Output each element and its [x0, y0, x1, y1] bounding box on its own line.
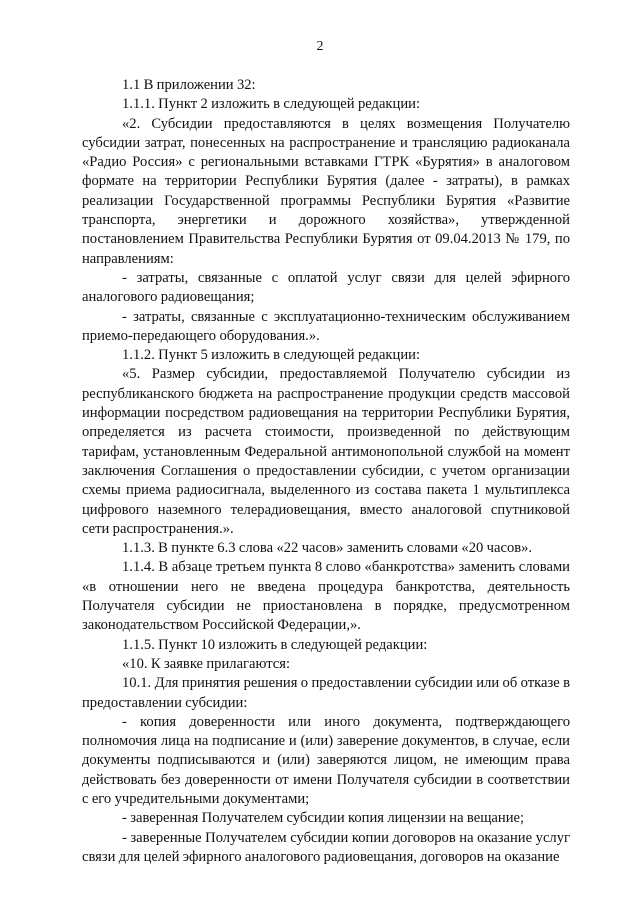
paragraph-clause-2: «2. Субсидии предоставляются в целях возмещения Получателю субсидии затрат, понесенных на распространение и трансляцию радиоканала «Радио Россия» с региональными вставками ГТРК «Бурятия» в аналоговом формате на территории Республики Бурятия (далее - затраты), в рамках реализации Государственной программы Республики Бурятия «Развитие транспорта, энергетики и дорожного хозяйства», утвержденной постановлением Правительства Республики Бурятия от 09.04.2013 № 179, по направлениям: [82, 115, 570, 267]
paragraph-appendix-32: 1.1 В приложении 32: [122, 77, 256, 93]
page-number: 2 [316, 39, 324, 54]
paragraph-item-1-1-1: 1.1.1. Пункт 2 изложить в следующей редакции: [122, 96, 421, 113]
paragraph-costs-communication: - затраты, связанные с оплатой услуг связи для целей эфирного аналогового радиовещания; [82, 269, 570, 306]
paragraph-costs-maintenance: - затраты, связанные с эксплуатационно-техническим обслуживанием приемо-передающего оборудования.». [82, 308, 570, 344]
paragraph-clause-5: «5. Размер субсидии, предоставляемой Получателю субсидии из республиканского бюджета на распространение продукции средств массовой информации посредством радиовещания на территории Республики Бурятия, определяется из расчета стоимости, произведенной по действующим тарифам, установленным Федеральной антимонопольной службой на момент заключения Соглашения о предоставлении субсидии, с учетом организации схемы приема радиосигнала, выделенного из состава пакета 1 мультиплекса цифрового наземного телерадиовещания, вместо аналоговой спутниковой сети распространения.». [82, 366, 570, 537]
paragraph-license-copy: - заверенная Получателем субсидии копия лицензии на вещание; [122, 810, 525, 827]
paragraph-clause-10: «10. К заявке прилагаются: [122, 655, 291, 672]
paragraph-clause-10-1: 10.1. Для принятия решения о предоставлении субсидии или об отказе в предоставлении субсидии: [82, 675, 570, 711]
paragraph-contract-copies: - заверенные Получателем субсидии копии договоров на оказание услуг связи для целей эфирного аналогового радиовещания, договоров на оказание [82, 829, 570, 865]
paragraph-item-1-1-3: 1.1.3. В пункте 6.3 слова «22 часов» заменить словами «20 часов». [122, 540, 533, 557]
document-body [82, 76, 570, 867]
paragraph-power-of-attorney: - копия доверенности или иного документа, подтверждающего полномочия лица на подписание и (или) заверение документов, в случае, если документы подписываются и (или) заверяются лицом, не имеющим права действовать без доверенности от имени Получателя субсидии в соответствии с его учредительными документами; [82, 713, 570, 807]
paragraph-item-1-1-2: 1.1.2. Пункт 5 изложить в следующей редакции: [122, 347, 421, 364]
paragraph-item-1-1-5: 1.1.5. Пункт 10 изложить в следующей редакции: [122, 636, 428, 653]
paragraph-item-1-1-4: 1.1.4. В абзаце третьем пункта 8 слово «банкротства» заменить словами «в отношении него не введена процедура банкротства, деятельность Получателя субсидии не приостановлена в порядке, предусмотренном законодательством Российской Федерации,». [82, 559, 570, 634]
